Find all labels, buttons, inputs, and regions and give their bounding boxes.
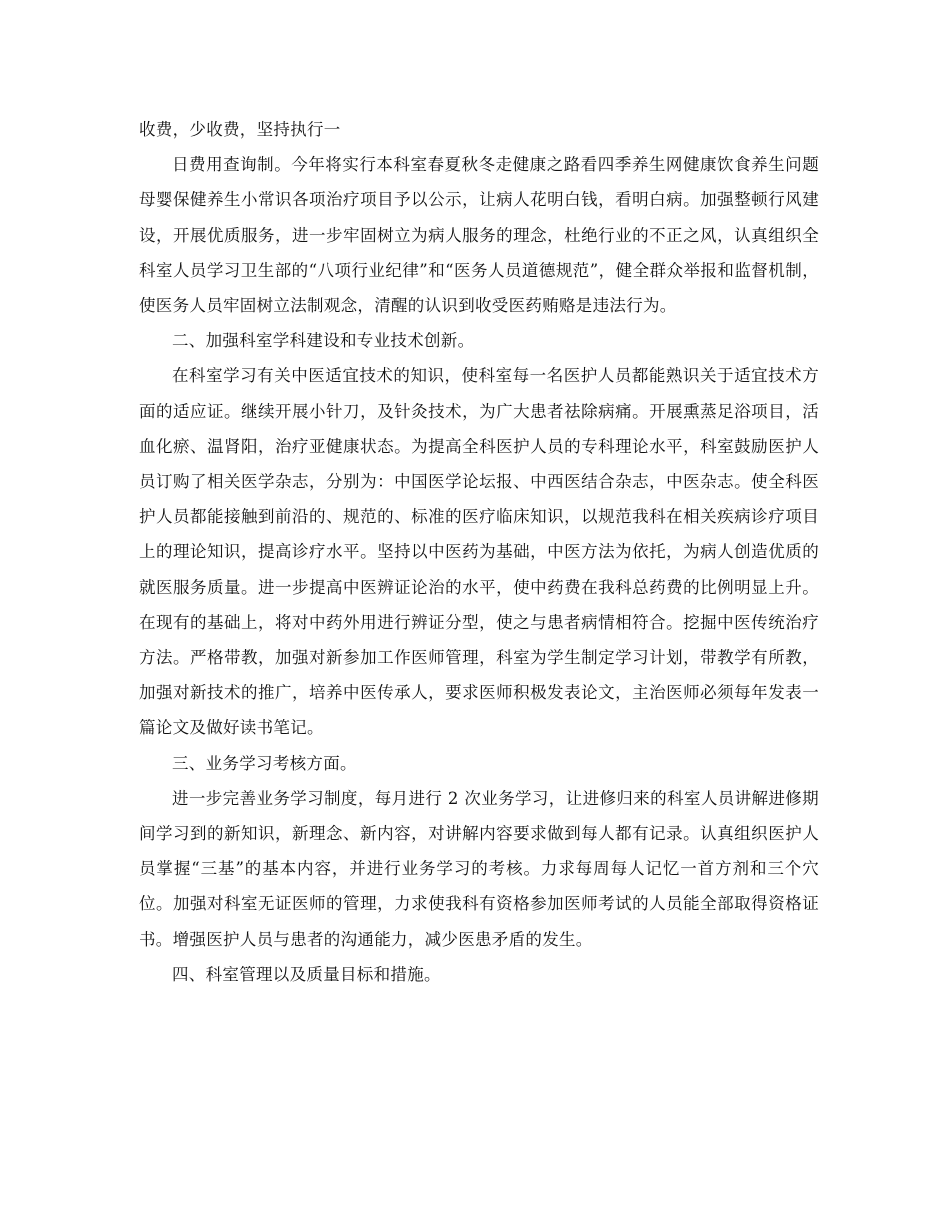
- heading-section-2: 二、加强科室学科建设和专业技术创新。: [172, 331, 475, 351]
- heading-section-3: 三、业务学习考核方面。: [172, 753, 357, 773]
- paragraph-study-assessment: 进一步完善业务学习制度，每月进行 2 次业务学习，让进修归来的科室人员讲解进修期间学习到的新知识，新理念、新内容，对讲解内容要求做到每人都有记录。认真组织医护人员掌握“三基”的基本内容，并进行业务学习的考核。力求每周每人记忆一首方剂和三个穴位。加强对科室无证医师的管理，力求使我科有资格参加医师考试的人员能全部取得资格证书。增强医护人员与患者的沟通能力，减少医患矛盾的发生。: [139, 788, 819, 949]
- paragraph-fee-inquiry: 日费用查询制。今年将实行本科室春夏秋冬走健康之路看四季养生网健康饮食养生问题母婴保健养生小常识各项治疗项目予以公示，让病人花明白钱，看明白病。加强整顿行风建设，开展优质服务，进一步牢固树立为病人服务的理念，杜绝行业的不正之风，认真组织全科室人员学习卫生部的“八项行业纪律”和“医务人员道德规范”，健全群众举报和监督机制，使医务人员牢固树立法制观念，清醒的认识到收受医药贿赂是违法行为。: [139, 155, 819, 316]
- document-body: [139, 112, 819, 992]
- paragraph-continuation: 收费，少收费，坚持执行一: [139, 120, 341, 139]
- paragraph-tcm-techniques: 在科室学习有关中医适宜技术的知识，使科室每一名医护人员都能熟识关于适宜技术方面的适应证。继续开展小针刀，及针灸技术，为广大患者祛除病痛。开展熏蒸足浴项目，活血化瘀、温肾阳，治疗亚健康状态。为提高全科医护人员的专科理论水平，科室鼓励医护人员订购了相关医学杂志，分别为：中国医学论坛报、中西医结合杂志，中医杂志。使全科医护人员都能接触到前沿的、规范的、标准的医疗临床知识，以规范我科在相关疾病诊疗项目上的理论知识，提高诊疗水平。坚持以中医药为基础，中医方法为依托，为病人创造优质的就医服务质量。进一步提高中医辨证论治的水平，使中药费在我科总药费的比例明显上升。在现有的基础上，将对中药外用进行辨证分型，使之与患者病情相符合。挖掘中医传统治疗方法。严格带教，加强对新参加工作医师管理，科室为学生制定学习计划，带教学有所教，加强对新技术的推广，培养中医传承人，要求医师积极发表论文，主治医师必须每年发表一篇论文及做好读书笔记。: [139, 366, 819, 738]
- heading-section-4: 四、科室管理以及质量目标和措施。: [172, 964, 441, 984]
